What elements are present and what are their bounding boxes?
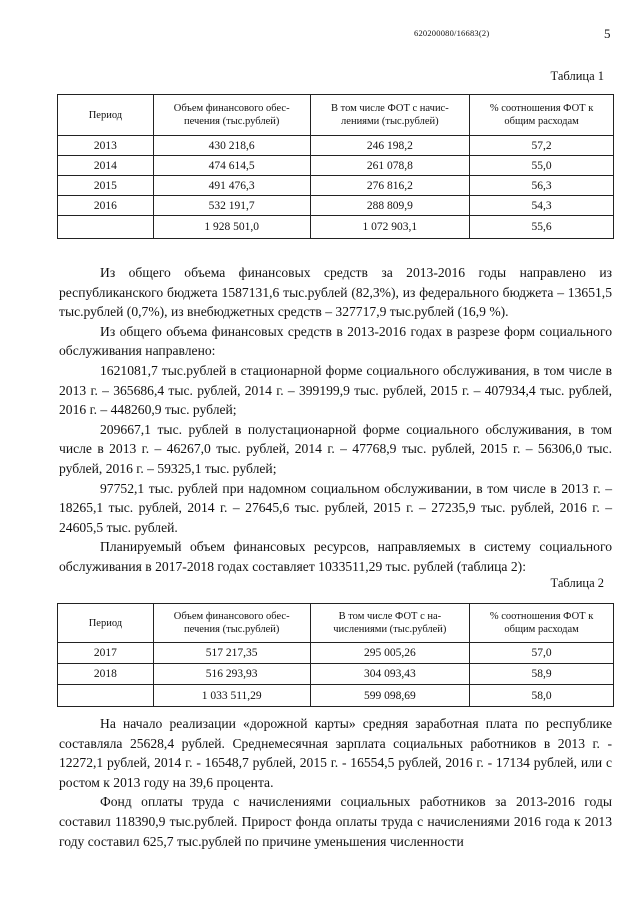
- paragraph: Из общего объема финансовых средств в 2013-2016 годах в разрезе форм социального обслуживания направлено:: [59, 323, 612, 359]
- column-header: Объем финансового обес-печения (тыс.рублей): [153, 95, 310, 136]
- paragraph: 1621081,7 тыс.рублей в стационарной форме социального обслуживания, в том числе в 2013 г. – 365686,4 тыс. рублей, 2014 г. – 399199,9 тыс. рублей, 2015 г. – 407934,4 тыс. рублей, 2016 г. – 448260,9 тыс. рублей;: [59, 362, 612, 418]
- table1-caption: Таблица 1: [550, 69, 604, 83]
- column-header: В том числе ФОТ с на-числениями (тыс.рублей): [310, 604, 470, 643]
- table-cell: 246 198,2: [310, 136, 470, 156]
- table-cell: 295 005,26: [310, 643, 470, 664]
- column-header: % соотношения ФОТ к общим расходам: [470, 95, 614, 136]
- table-cell: 55,6: [470, 216, 614, 239]
- text-block-2: [59, 714, 612, 851]
- paragraph: 209667,1 тыс. рублей в полустационарной форме социального обслуживания, в том числе в 2013 г. – 46267,0 тыс. рублей, 2014 г. – 47768,9 тыс. рублей, 2015 г. – 56306,0 тыс. рублей, 2016 г. – 59325,1 тыс. рублей;: [59, 421, 612, 476]
- page-number: 5: [604, 26, 611, 41]
- paragraph: Фонд оплаты труда с начислениями социальных работников за 2013-2016 годы составил 118390,9 тыс.рублей. Прирост фонда оплаты труда с начислениями 2016 года к 2013 году составил 625,7 тыс.рублей по причине уменьшения численности: [59, 794, 612, 849]
- table-cell: 516 293,93: [153, 664, 310, 685]
- table-cell: 1 928 501,0: [153, 216, 310, 239]
- table1: [57, 94, 614, 239]
- column-header: Период: [58, 95, 154, 136]
- table-row: [58, 196, 614, 216]
- table-row: [58, 156, 614, 176]
- table-cell: 261 078,8: [310, 156, 470, 176]
- table-cell: 304 093,43: [310, 664, 470, 685]
- table-cell: 599 098,69: [310, 685, 470, 707]
- table-cell: 57,0: [470, 643, 614, 664]
- document-id: 620200080/16683(2): [414, 28, 490, 38]
- table-row: [58, 136, 614, 156]
- paragraph: 97752,1 тыс. рублей при надомном социальном обслуживании, в том числе в 2013 г. – 18265,1 тыс. рублей, 2014 г. – 27645,6 тыс. рублей, 2015 г. – 27235,9 тыс. рублей, 2016 г. – 24605,5 тыс. рублей.: [59, 480, 612, 535]
- table-cell: 1 033 511,29: [153, 685, 310, 707]
- table-cell: 2018: [58, 664, 154, 685]
- table-cell: 2013: [58, 136, 154, 156]
- table-cell: 474 614,5: [153, 156, 310, 176]
- table-cell: 276 816,2: [310, 176, 470, 196]
- paragraph: Планируемый объем финансовых ресурсов, направляемых в систему социального обслуживания в 2017-2018 годах составляет 1033511,29 тыс. рублей (таблица 2):: [59, 539, 612, 574]
- table-cell: 2017: [58, 643, 154, 664]
- table-total-row: [58, 216, 614, 239]
- table-cell: 517 217,35: [153, 643, 310, 664]
- column-header: Объем финансового обес-печения (тыс.рублей): [153, 604, 310, 643]
- table-cell: 491 476,3: [153, 176, 310, 196]
- table-cell: 57,2: [470, 136, 614, 156]
- column-header: Период: [58, 604, 154, 643]
- table-cell: 2014: [58, 156, 154, 176]
- table-cell: 430 218,6: [153, 136, 310, 156]
- table-total-row: [58, 685, 614, 707]
- table-header-row: [58, 95, 614, 136]
- table-cell: 288 809,9: [310, 196, 470, 216]
- column-header: % соотношения ФОТ к общим расходам: [470, 604, 614, 643]
- table-cell: 56,3: [470, 176, 614, 196]
- table-cell: [58, 685, 154, 707]
- table-cell: 2015: [58, 176, 154, 196]
- paragraph: Из общего объема финансовых средств за 2013-2016 годы направлено из республиканского бюджета 1587131,6 тыс.рублей (82,3%), из федерального бюджета – 13651,5 тыс.рублей (0,7%), из внебюджетных средств – 327717,9 тыс.рублей (16,9 %).: [59, 265, 612, 320]
- table-row: [58, 176, 614, 196]
- table-cell: 532 191,7: [153, 196, 310, 216]
- text-block-1: [59, 263, 612, 577]
- table-cell: 55,0: [470, 156, 614, 176]
- table-row: [58, 643, 614, 664]
- table-cell: 58,9: [470, 664, 614, 685]
- table-cell: 54,3: [470, 196, 614, 216]
- table-header-row: [58, 604, 614, 643]
- table-cell: 2016: [58, 196, 154, 216]
- table-row: [58, 664, 614, 685]
- paragraph: На начало реализации «дорожной карты» средняя заработная плата по республике составляла 25628,4 рублей. Среднемесячная зарплата социальных работников в 2013 г. - 12272,1 рублей, 2014 г. - 16548,7 рублей, 2015 г. - 16554,5 рублей, 2016 г. - 17134 рублей, или с ростом к 2013 году на 39,6 процента.: [59, 716, 612, 790]
- column-header: В том числе ФОТ с начис-лениями (тыс.рублей): [310, 95, 470, 136]
- table2: [57, 603, 614, 707]
- table-cell: [58, 216, 154, 239]
- table2-caption: Таблица 2: [550, 576, 604, 590]
- table-cell: 1 072 903,1: [310, 216, 470, 239]
- table-cell: 58,0: [470, 685, 614, 707]
